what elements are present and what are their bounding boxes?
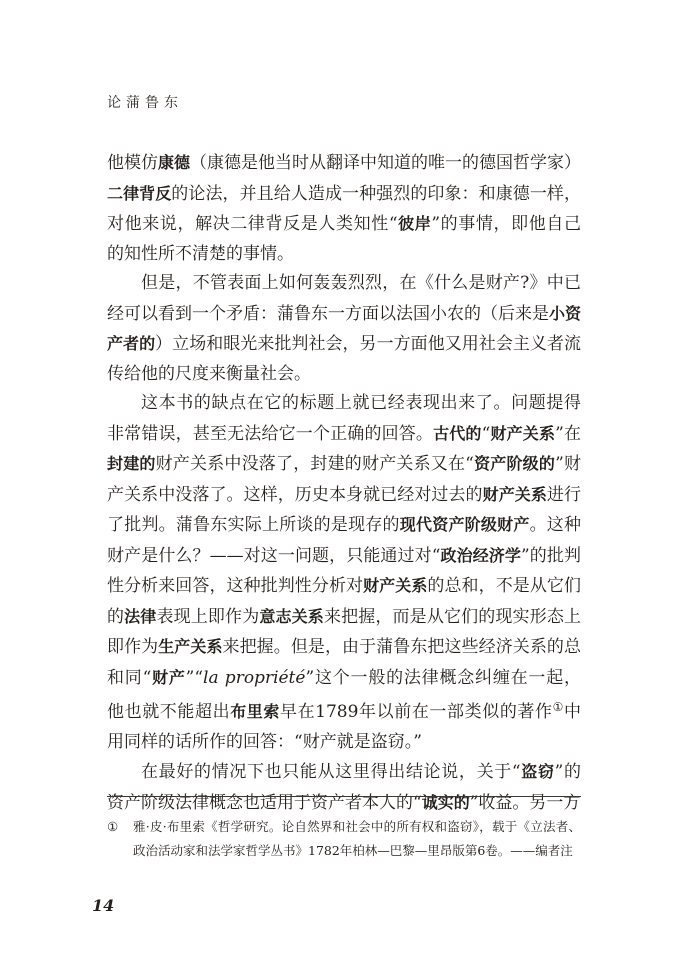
bold-term: 政治经济学 [440, 545, 521, 565]
text-run: “ [481, 423, 491, 444]
bold-term: 财产关系 [363, 576, 428, 595]
bold-term: 财产关系 [490, 423, 556, 443]
running-head: 论蒲鲁东 [107, 95, 183, 111]
bold-term: 资产阶级的 [473, 454, 556, 473]
bold-term: 盗窃 [520, 762, 555, 781]
bold-term: 古代的 [433, 423, 482, 443]
bold-term: 康德 [158, 153, 191, 172]
text-run: 中用同样的话所作的回答：“财产就是盗窃。” [107, 702, 581, 752]
text-run: 来把握，而是从它们的现实形态上即作为 [107, 606, 581, 657]
bold-term: 财产 [151, 667, 186, 687]
text-run: 早在1789年以前在一部类似的著作 [279, 702, 553, 722]
footnote-text: 雅·皮·布里索《哲学研究。论自然界和社会中的所有权和盗窃》，载于《立法者、政治活动家和法学家哲学丛书》1782年柏林—巴黎—里昂版第6卷。——编者注 [133, 819, 581, 858]
footnote-rule [107, 796, 581, 797]
text-run: 在最好的情况下也只能从这里得出结论说，关于“ [141, 762, 521, 782]
bold-term: 小资产者的 [107, 303, 582, 353]
bold-term: 现代资产阶级财产 [399, 515, 530, 534]
text-run: 进行了批判。蒲鲁东实际上所谈的是现存的 [107, 484, 581, 535]
text-run: 但是，不管表面上如何轰轰烈烈，在《什么是财产?》中已经可以看到一个矛盾：蒲鲁东一方面以法国小农的（后来是 [107, 273, 581, 324]
bold-term: 彼岸 [397, 214, 432, 233]
text-run: 的总和，不是从它们的 [107, 576, 581, 627]
text-run: 这本书的缺点在它的标题上就已经表现出来了。问题提得非常错误，甚至无法给它一个正确的回答。 [107, 393, 581, 444]
text-run: 他模仿 [107, 153, 158, 173]
bold-term: 二律背反 [107, 183, 172, 203]
footnote-mark: ① [107, 819, 119, 834]
paragraph [107, 269, 581, 389]
text-run: 表现上即作为 [156, 606, 260, 627]
bold-term: 诚实的 [421, 792, 470, 812]
text-run: 财产关系中没落了，封建的财产关系又在“ [155, 454, 474, 474]
page-number: 14 [92, 896, 115, 915]
bold-term: 意志关系 [259, 606, 324, 626]
footnote-ref: ① [552, 700, 564, 714]
italic-term: la propriété [203, 667, 306, 688]
body-text [107, 148, 581, 818]
text-run: ”的事情，即他自己的知性所不清楚的事情。 [107, 214, 581, 264]
paragraph [107, 757, 581, 818]
text-run: ”财产关系中没落了。这样，历史本身就已经对过去的 [107, 454, 581, 505]
paragraph [107, 148, 581, 269]
text-run: 来把握。但是，由于蒲鲁东把这些经济关系的总和同“ [107, 637, 582, 688]
text-run: ”的批判性分析来回答，这种批判性分析对 [107, 545, 581, 596]
text-run: （康德是他当时从翻译中知道的唯一的德国哲学家） [190, 153, 582, 173]
text-run: 。这种财产是什么？——对这一问题，只能通过对“ [107, 515, 582, 566]
text-run: ”在 [555, 423, 581, 444]
paragraph [107, 389, 581, 757]
text-run: ”这个一般的法律概念纠缠在一起，他也就不能超出 [107, 667, 581, 722]
bold-term: 布里索 [230, 702, 280, 721]
bold-term: 封建的 [107, 454, 156, 473]
text-run: ”的资产阶级法律概念也适用于资产者本人的“ [107, 762, 581, 813]
footnote [107, 815, 581, 863]
text-run: ”收益。另一方 [469, 792, 581, 813]
text-run: ）立场和眼光来批判社会，另一方面他又用社会主义者流传给他的尺度来衡量社会。 [107, 334, 581, 384]
bold-term: 法律 [124, 606, 157, 626]
text-run: ”“ [185, 667, 204, 688]
bold-term: 财产关系 [482, 484, 547, 504]
text-run: 的论法，并且给人造成一种强烈的印象：和康德一样，对他来说，解决二律背反是人类知性“ [107, 183, 581, 234]
bold-term: 生产关系 [158, 637, 223, 656]
